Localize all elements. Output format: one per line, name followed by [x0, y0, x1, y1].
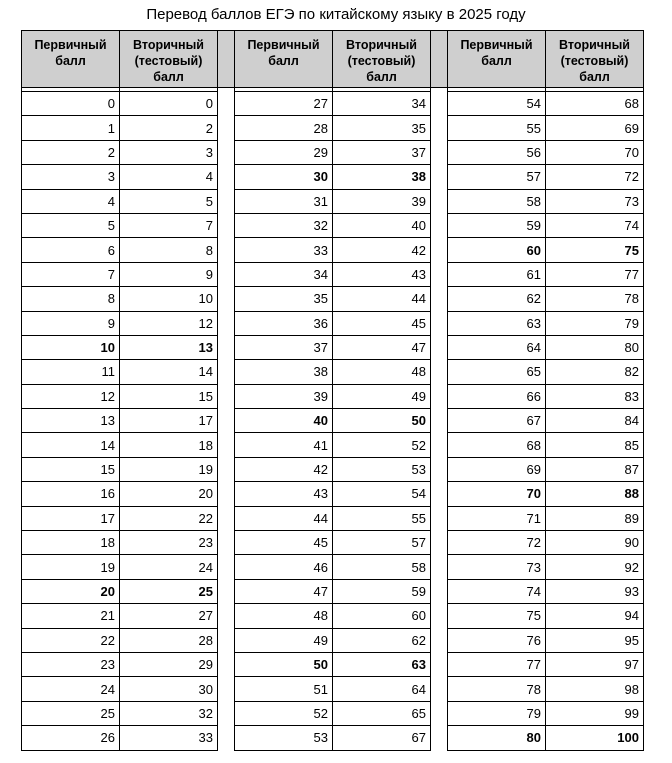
column-gap [431, 652, 448, 676]
column-gap [218, 287, 235, 311]
column-gap [431, 726, 448, 750]
secondary-score-cell: 59 [333, 579, 431, 603]
conversion-table [21, 30, 644, 751]
table-body [22, 88, 644, 751]
secondary-score-cell: 93 [546, 579, 644, 603]
secondary-score-cell: 0 [120, 92, 218, 116]
primary-score-cell: 63 [448, 311, 546, 335]
column-gap [218, 384, 235, 408]
header-primary-2: Первичный балл [235, 31, 333, 88]
primary-score-cell: 48 [235, 604, 333, 628]
column-gap [218, 531, 235, 555]
primary-score-cell: 65 [448, 360, 546, 384]
secondary-score-cell: 88 [546, 482, 644, 506]
column-gap [218, 701, 235, 725]
primary-score-cell: 33 [235, 238, 333, 262]
table-row [22, 433, 644, 457]
secondary-score-cell: 65 [333, 701, 431, 725]
table-row [22, 409, 644, 433]
column-gap [218, 677, 235, 701]
primary-score-cell: 27 [235, 92, 333, 116]
column-gap [431, 701, 448, 725]
secondary-score-cell: 14 [120, 360, 218, 384]
column-gap [218, 409, 235, 433]
primary-score-cell: 47 [235, 579, 333, 603]
secondary-score-cell: 19 [120, 457, 218, 481]
secondary-score-cell: 49 [333, 384, 431, 408]
primary-score-cell: 1 [22, 116, 120, 140]
secondary-score-cell: 39 [333, 189, 431, 213]
column-gap [218, 652, 235, 676]
primary-score-cell: 25 [22, 701, 120, 725]
primary-score-cell: 28 [235, 116, 333, 140]
secondary-score-cell: 38 [333, 165, 431, 189]
table-row [22, 213, 644, 237]
secondary-score-cell: 30 [120, 677, 218, 701]
secondary-score-cell: 42 [333, 238, 431, 262]
secondary-score-cell: 15 [120, 384, 218, 408]
column-gap [218, 457, 235, 481]
secondary-score-cell: 43 [333, 262, 431, 286]
table-row [22, 287, 644, 311]
primary-score-cell: 60 [448, 238, 546, 262]
secondary-score-cell: 24 [120, 555, 218, 579]
column-gap [431, 555, 448, 579]
primary-score-cell: 30 [235, 165, 333, 189]
secondary-score-cell: 57 [333, 531, 431, 555]
primary-score-cell: 38 [235, 360, 333, 384]
primary-score-cell: 68 [448, 433, 546, 457]
column-gap [431, 287, 448, 311]
primary-score-cell: 49 [235, 628, 333, 652]
primary-score-cell: 57 [448, 165, 546, 189]
primary-score-cell: 75 [448, 604, 546, 628]
secondary-score-cell: 67 [333, 726, 431, 750]
primary-score-cell: 32 [235, 213, 333, 237]
primary-score-cell: 20 [22, 579, 120, 603]
primary-score-cell: 16 [22, 482, 120, 506]
primary-score-cell: 45 [235, 531, 333, 555]
primary-score-cell: 31 [235, 189, 333, 213]
secondary-score-cell: 62 [333, 628, 431, 652]
primary-score-cell: 54 [448, 92, 546, 116]
column-gap [431, 116, 448, 140]
secondary-score-cell: 53 [333, 457, 431, 481]
primary-score-cell: 15 [22, 457, 120, 481]
primary-score-cell: 51 [235, 677, 333, 701]
table-row [22, 165, 644, 189]
secondary-score-cell: 98 [546, 677, 644, 701]
primary-score-cell: 4 [22, 189, 120, 213]
primary-score-cell: 17 [22, 506, 120, 530]
table-row [22, 677, 644, 701]
column-gap [218, 433, 235, 457]
column-gap [218, 140, 235, 164]
primary-score-cell: 7 [22, 262, 120, 286]
table-row [22, 189, 644, 213]
primary-score-cell: 13 [22, 409, 120, 433]
primary-score-cell: 10 [22, 335, 120, 359]
secondary-score-cell: 80 [546, 335, 644, 359]
secondary-score-cell: 27 [120, 604, 218, 628]
column-gap [218, 335, 235, 359]
secondary-score-cell: 94 [546, 604, 644, 628]
column-gap [218, 116, 235, 140]
table-row [22, 140, 644, 164]
secondary-score-cell: 23 [120, 531, 218, 555]
secondary-score-cell: 100 [546, 726, 644, 750]
column-gap [431, 238, 448, 262]
header-primary-3: Первичный балл [448, 31, 546, 88]
primary-score-cell: 55 [448, 116, 546, 140]
column-gap [218, 238, 235, 262]
primary-score-cell: 36 [235, 311, 333, 335]
secondary-score-cell: 84 [546, 409, 644, 433]
primary-score-cell: 2 [22, 140, 120, 164]
column-gap [431, 311, 448, 335]
primary-score-cell: 42 [235, 457, 333, 481]
secondary-score-cell: 17 [120, 409, 218, 433]
secondary-score-cell: 50 [333, 409, 431, 433]
column-gap [218, 262, 235, 286]
primary-score-cell: 56 [448, 140, 546, 164]
primary-score-cell: 58 [448, 189, 546, 213]
primary-score-cell: 72 [448, 531, 546, 555]
primary-score-cell: 5 [22, 213, 120, 237]
primary-score-cell: 21 [22, 604, 120, 628]
table-row [22, 92, 644, 116]
secondary-score-cell: 22 [120, 506, 218, 530]
secondary-score-cell: 68 [546, 92, 644, 116]
primary-score-cell: 66 [448, 384, 546, 408]
table-row [22, 726, 644, 750]
secondary-score-cell: 95 [546, 628, 644, 652]
secondary-score-cell: 79 [546, 311, 644, 335]
column-gap [218, 579, 235, 603]
column-gap [431, 409, 448, 433]
secondary-score-cell: 5 [120, 189, 218, 213]
primary-score-cell: 23 [22, 652, 120, 676]
column-gap [431, 579, 448, 603]
secondary-score-cell: 58 [333, 555, 431, 579]
secondary-score-cell: 78 [546, 287, 644, 311]
primary-score-cell: 39 [235, 384, 333, 408]
secondary-score-cell: 89 [546, 506, 644, 530]
page-title: Перевод баллов ЕГЭ по китайскому языку в 2025 году [146, 6, 526, 23]
primary-score-cell: 12 [22, 384, 120, 408]
column-gap [431, 360, 448, 384]
secondary-score-cell: 73 [546, 189, 644, 213]
column-gap [431, 457, 448, 481]
secondary-score-cell: 48 [333, 360, 431, 384]
table-row [22, 482, 644, 506]
secondary-score-cell: 92 [546, 555, 644, 579]
table-row [22, 579, 644, 603]
column-gap [218, 604, 235, 628]
secondary-score-cell: 28 [120, 628, 218, 652]
secondary-score-cell: 63 [333, 652, 431, 676]
column-gap [218, 165, 235, 189]
column-gap [431, 262, 448, 286]
secondary-score-cell: 70 [546, 140, 644, 164]
primary-score-cell: 71 [448, 506, 546, 530]
table-row [22, 604, 644, 628]
table-row [22, 652, 644, 676]
secondary-score-cell: 74 [546, 213, 644, 237]
table-row [22, 701, 644, 725]
table-row [22, 335, 644, 359]
primary-score-cell: 6 [22, 238, 120, 262]
secondary-score-cell: 25 [120, 579, 218, 603]
primary-score-cell: 64 [448, 335, 546, 359]
header-secondary-2: Вторичный (тестовый) балл [333, 31, 431, 88]
primary-score-cell: 73 [448, 555, 546, 579]
primary-score-cell: 52 [235, 701, 333, 725]
column-gap [431, 531, 448, 555]
table-row [22, 311, 644, 335]
primary-score-cell: 3 [22, 165, 120, 189]
column-gap [218, 311, 235, 335]
primary-score-cell: 34 [235, 262, 333, 286]
primary-score-cell: 61 [448, 262, 546, 286]
column-gap [431, 628, 448, 652]
secondary-score-cell: 33 [120, 726, 218, 750]
secondary-score-cell: 2 [120, 116, 218, 140]
secondary-score-cell: 75 [546, 238, 644, 262]
table-row [22, 506, 644, 530]
table-row [22, 384, 644, 408]
secondary-score-cell: 97 [546, 652, 644, 676]
primary-score-cell: 80 [448, 726, 546, 750]
primary-score-cell: 70 [448, 482, 546, 506]
secondary-score-cell: 40 [333, 213, 431, 237]
column-gap [431, 92, 448, 116]
column-gap [431, 604, 448, 628]
secondary-score-cell: 37 [333, 140, 431, 164]
primary-score-cell: 37 [235, 335, 333, 359]
secondary-score-cell: 13 [120, 335, 218, 359]
column-gap [431, 31, 448, 88]
column-gap [218, 555, 235, 579]
column-gap [218, 482, 235, 506]
secondary-score-cell: 8 [120, 238, 218, 262]
secondary-score-cell: 82 [546, 360, 644, 384]
column-gap [431, 189, 448, 213]
secondary-score-cell: 29 [120, 652, 218, 676]
primary-score-cell: 79 [448, 701, 546, 725]
table-row [22, 262, 644, 286]
table-row [22, 116, 644, 140]
column-gap [218, 213, 235, 237]
secondary-score-cell: 35 [333, 116, 431, 140]
primary-score-cell: 9 [22, 311, 120, 335]
secondary-score-cell: 77 [546, 262, 644, 286]
column-gap [218, 726, 235, 750]
primary-score-cell: 35 [235, 287, 333, 311]
table-row [22, 457, 644, 481]
secondary-score-cell: 9 [120, 262, 218, 286]
column-gap [431, 677, 448, 701]
secondary-score-cell: 83 [546, 384, 644, 408]
table-row [22, 531, 644, 555]
primary-score-cell: 29 [235, 140, 333, 164]
primary-score-cell: 40 [235, 409, 333, 433]
secondary-score-cell: 4 [120, 165, 218, 189]
primary-score-cell: 19 [22, 555, 120, 579]
header-secondary-1: Вторичный (тестовый) балл [120, 31, 218, 88]
secondary-score-cell: 7 [120, 213, 218, 237]
secondary-score-cell: 18 [120, 433, 218, 457]
secondary-score-cell: 34 [333, 92, 431, 116]
secondary-score-cell: 47 [333, 335, 431, 359]
column-gap [431, 335, 448, 359]
secondary-score-cell: 69 [546, 116, 644, 140]
column-gap [431, 384, 448, 408]
secondary-score-cell: 64 [333, 677, 431, 701]
primary-score-cell: 46 [235, 555, 333, 579]
primary-score-cell: 78 [448, 677, 546, 701]
primary-score-cell: 26 [22, 726, 120, 750]
primary-score-cell: 62 [448, 287, 546, 311]
column-gap [218, 628, 235, 652]
table-row [22, 238, 644, 262]
primary-score-cell: 43 [235, 482, 333, 506]
primary-score-cell: 8 [22, 287, 120, 311]
table-row [22, 360, 644, 384]
primary-score-cell: 41 [235, 433, 333, 457]
primary-score-cell: 24 [22, 677, 120, 701]
secondary-score-cell: 52 [333, 433, 431, 457]
secondary-score-cell: 32 [120, 701, 218, 725]
column-gap [218, 360, 235, 384]
secondary-score-cell: 85 [546, 433, 644, 457]
column-gap [431, 506, 448, 530]
secondary-score-cell: 10 [120, 287, 218, 311]
column-gap [218, 31, 235, 88]
primary-score-cell: 0 [22, 92, 120, 116]
primary-score-cell: 14 [22, 433, 120, 457]
secondary-score-cell: 3 [120, 140, 218, 164]
column-gap [218, 189, 235, 213]
column-gap [431, 433, 448, 457]
table-row [22, 628, 644, 652]
primary-score-cell: 77 [448, 652, 546, 676]
header-row [22, 31, 644, 88]
column-gap [431, 482, 448, 506]
primary-score-cell: 59 [448, 213, 546, 237]
header-secondary-3: Вторичный (тестовый) балл [546, 31, 644, 88]
primary-score-cell: 44 [235, 506, 333, 530]
secondary-score-cell: 60 [333, 604, 431, 628]
secondary-score-cell: 87 [546, 457, 644, 481]
header-primary-1: Первичный балл [22, 31, 120, 88]
secondary-score-cell: 55 [333, 506, 431, 530]
primary-score-cell: 50 [235, 652, 333, 676]
secondary-score-cell: 90 [546, 531, 644, 555]
column-gap [431, 140, 448, 164]
primary-score-cell: 69 [448, 457, 546, 481]
secondary-score-cell: 12 [120, 311, 218, 335]
column-gap [431, 213, 448, 237]
secondary-score-cell: 54 [333, 482, 431, 506]
secondary-score-cell: 72 [546, 165, 644, 189]
primary-score-cell: 74 [448, 579, 546, 603]
column-gap [218, 92, 235, 116]
primary-score-cell: 67 [448, 409, 546, 433]
column-gap [218, 506, 235, 530]
primary-score-cell: 11 [22, 360, 120, 384]
primary-score-cell: 53 [235, 726, 333, 750]
table-row [22, 555, 644, 579]
primary-score-cell: 18 [22, 531, 120, 555]
secondary-score-cell: 99 [546, 701, 644, 725]
secondary-score-cell: 45 [333, 311, 431, 335]
secondary-score-cell: 44 [333, 287, 431, 311]
primary-score-cell: 76 [448, 628, 546, 652]
primary-score-cell: 22 [22, 628, 120, 652]
column-gap [431, 165, 448, 189]
secondary-score-cell: 20 [120, 482, 218, 506]
